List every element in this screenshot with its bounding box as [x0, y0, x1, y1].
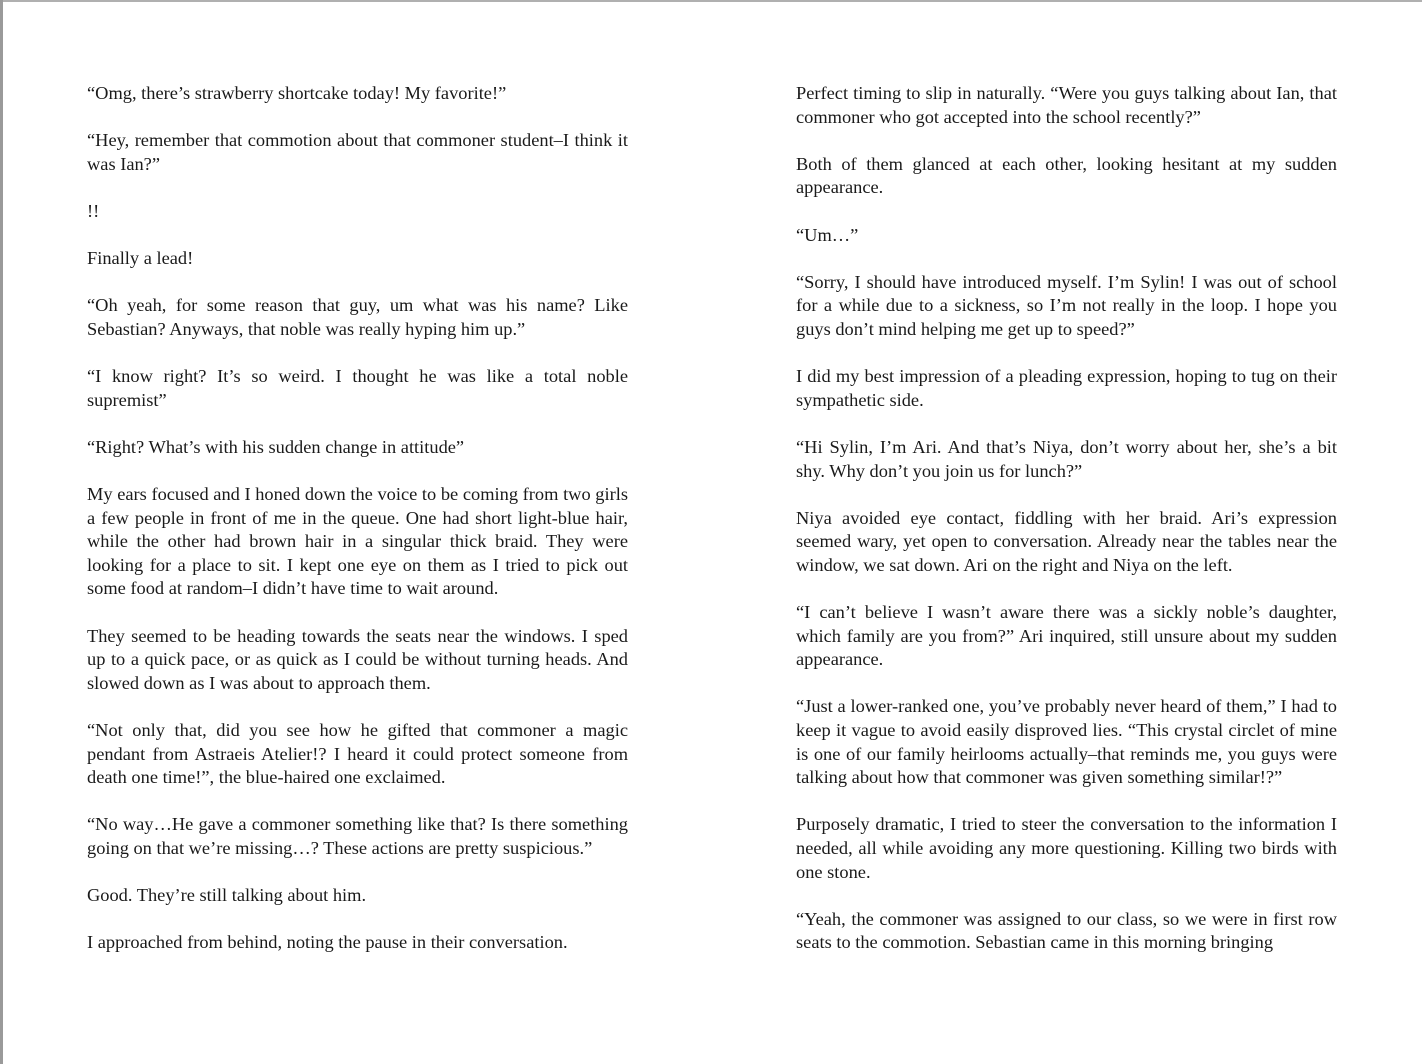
paragraph: !! [87, 200, 100, 221]
page-frame-top [0, 0, 1422, 2]
paragraph: Purposely dramatic, I tried to steer the conversation to the information I needed, all while avoiding any more questioning. Killing two birds with one stone. [796, 814, 1337, 882]
paragraph: Both of them glanced at each other, looking hesitant at my sudden appearance. [796, 153, 1337, 198]
paragraph: My ears focused and I honed down the voice to be coming from two girls a few people in front of me in the queue. One had short light-blue hair, while the other had brown hair in a singular thick braid. They were looking for a place to sit. I kept one eye on them as I tried to pick out some food at random–I didn’t have time to wait around. [87, 484, 628, 599]
paragraph: “Right? What’s with his sudden change in attitude” [87, 436, 465, 457]
paragraph: “Sorry, I should have introduced myself. I’m Sylin! I was out of school for a while due to a sickness, so I’m not really in the loop. I hope you guys don’t mind helping me get up to speed?” [796, 271, 1337, 339]
left-page-text [87, 82, 628, 955]
paragraph: “Omg, there’s strawberry shortcake today! My favorite!” [87, 83, 507, 103]
paragraph: “Just a lower-ranked one, you’ve probably never heard of them,” I had to keep it vague to avoid easily disproved lies. “This crystal circlet of mine is one of our family heirlooms actually–that reminds me, you guys were talking about how that commoner was given something similar!?” [796, 696, 1337, 788]
paragraph: “Not only that, did you see how he gifted that commoner a magic pendant from Astraeis Atelier!? I heard it could protect someone from death one time!”, the blue-haired one exclaimed. [87, 720, 628, 788]
paragraph: “Oh yeah, for some reason that guy, um what was his name? Like Sebastian? Anyways, that noble was really hyping him up.” [87, 295, 628, 339]
paragraph: “Yeah, the commoner was assigned to our class, so we were in first row seats to the commotion. Sebastian came in this morning bringing [796, 908, 1337, 953]
paragraph: “No way…He gave a commoner something like that? Is there something going on that we’re missing…? These actions are pretty suspicious.” [87, 814, 628, 858]
paragraph: I did my best impression of a pleading expression, hoping to tug on their sympathetic side. [796, 366, 1337, 410]
paragraph: “Hi Sylin, I’m Ari. And that’s Niya, don’t worry about her, she’s a bit shy. Why don’t you join us for lunch?” [796, 436, 1337, 481]
right-page-text [796, 82, 1337, 955]
paragraph: I approached from behind, noting the pause in their conversation. [87, 932, 568, 953]
page-frame-left [0, 0, 3, 1064]
paragraph: “Um…” [796, 224, 859, 245]
paragraph: “Hey, remember that commotion about that commoner student–I think it was Ian?” [87, 130, 628, 174]
paragraph: “I know right? It’s so weird. I thought he was like a total noble supremist” [87, 366, 628, 410]
paragraph: They seemed to be heading towards the seats near the windows. I sped up to a quick pace, or as quick as I could be without turning heads. And slowed down as I was about to approach them. [87, 625, 628, 693]
paragraph: Perfect timing to slip in naturally. “Were you guys talking about Ian, that commoner who got accepted into the school recently?” [796, 83, 1337, 127]
paragraph: Good. They’re still talking about him. [87, 885, 367, 906]
paragraph: Niya avoided eye contact, fiddling with her braid. Ari’s expression seemed wary, yet open to conversation. Already near the tables near the window, we sat down. Ari on the right and Niya on the left. [796, 507, 1337, 575]
paragraph: “I can’t believe I wasn’t aware there was a sickly noble’s daughter, which family are you from?” Ari inquired, still unsure about my sudden appearance. [796, 602, 1337, 670]
paragraph: Finally a lead! [87, 248, 194, 269]
